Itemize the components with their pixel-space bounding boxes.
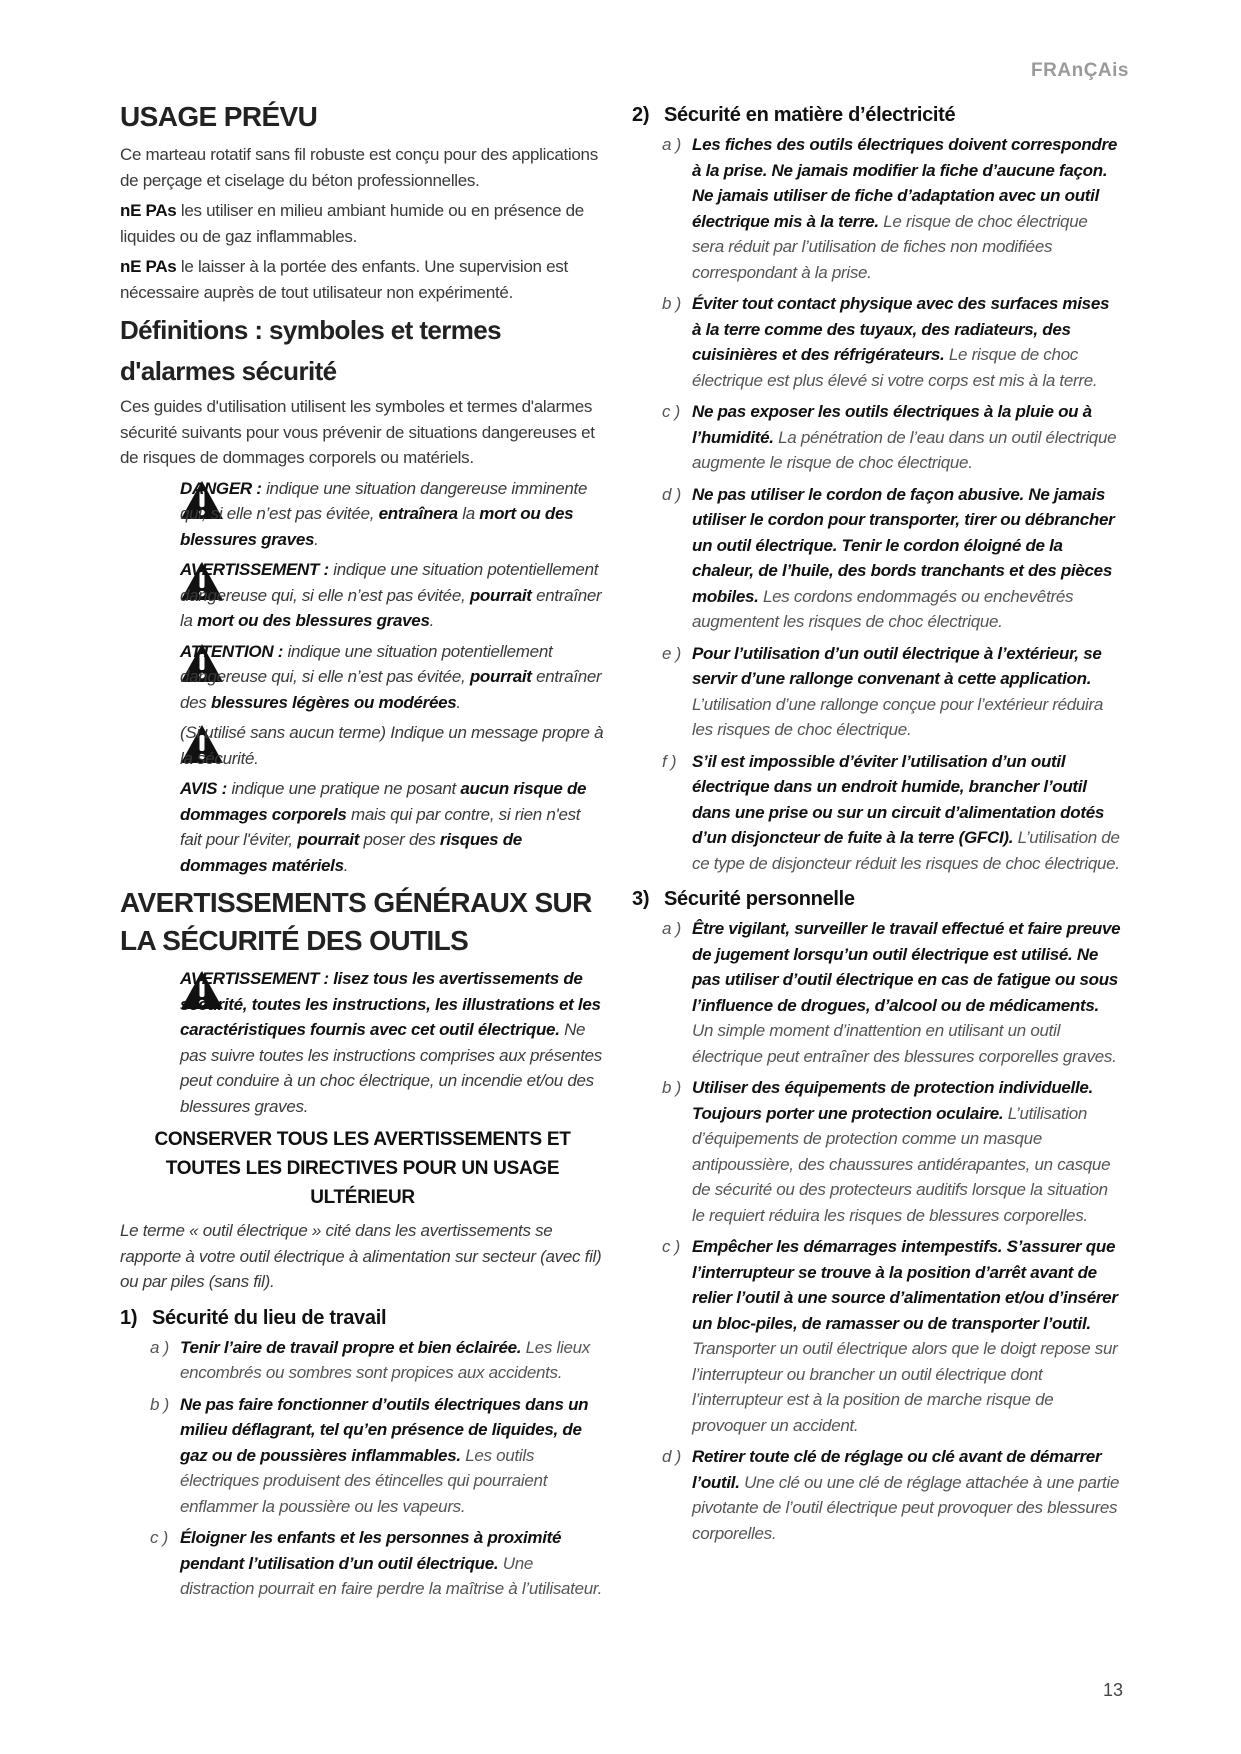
item-label: a ) [150,1337,169,1357]
item-detail: Les outils électriques produisent des étincelles qui pourraient enflammer la poussière ou les vapeurs. [180,1445,548,1516]
item-lead: Les fiches des outils électriques doivent correspondre à la prise. Ne jamais modifier la fiche d’aucune façon. Ne jamais utiliser de fiche d’adaptation avec un outil électrique mis à la terre. [692,135,1117,231]
right-sections [632,100,1122,1546]
right-column [632,92,1122,1552]
bold-text: ATTENTION : [180,641,284,661]
item-label: c ) [662,1237,680,1256]
warning-text [180,723,603,768]
item-lead: Éviter tout contact physique avec des surfaces mises à la terre comme des tuyaux, des radiateurs, des cuisinières et des réfrigérateurs. [692,294,1110,364]
section-heading [120,1303,605,1333]
item-detail: Une distraction pourrait en faire perdre la maîtrise à l’utilisateur. [180,1553,603,1598]
text-run: Ce marteau rotatif sans fil robuste est conçu pour des applications de perçage et ciselage du béton professionnelles. [120,145,598,190]
warning-text [180,642,601,712]
text-run: indique une situation potentiellement dangereuse qui, si elle n’est pas évitée, [180,560,599,605]
item-lead: Pour l’utilisation d’un outil électrique à l’extérieur, se servir d’une rallonge convenant à cette application. [692,643,1102,688]
list-item [632,749,1122,877]
general-title: AVERTISSEMENTS GÉNÉRAUX SUR LA SÉCURITÉ DES OUTILS [120,887,592,956]
page-number: 13 [1102,1680,1123,1700]
list-item [632,916,1122,1069]
text-run: entraîner des [180,667,602,712]
section-number: 3) [632,888,650,910]
bold-text: AVIS : [180,779,228,798]
usage-paragraphs [120,142,605,305]
text-run: . [314,529,319,549]
item-detail: L’utilisation d’une rallonge conçue pour l’extérieur réduira les risques de choc électrique. [692,694,1104,739]
text-run: . [429,611,435,630]
item-label: b ) [150,1394,169,1414]
term-note: Le terme « outil électrique » cité dans les avertissements se rapporte à votre outil électrique à alimentation sur secteur (avec fil) ou par piles (sans fil). [120,1221,602,1291]
text-run: indique une pratique ne posant [227,779,461,798]
bold-text: blessures légères ou modérées [210,692,457,712]
item-detail: Les cordons endommagés ou enchevêtrés augmentent les risques de choc électrique. [692,586,1074,631]
text-run: indique une situation dangereuse imminente qui, si elle n’est pas évitée, [180,478,588,523]
text-run: entraîner la [180,585,602,630]
list-item [632,1234,1122,1438]
warning-block [180,720,605,771]
item-lead: Ne pas exposer les outils électriques à la pluie ou à l’humidité. [692,402,1092,447]
bold-text: DANGER : [180,478,262,498]
item-detail: Les lieux encombrés ou sombres sont propices aux accidents. [180,1337,591,1382]
item-detail: Une clé ou une clé de réglage attachée à une partie pivotante de l’outil électrique peut provoquer des blessures corporelles. [692,1472,1120,1543]
left-sections [120,1303,605,1602]
list-item [632,132,1122,285]
item-lead: Éloigner les enfants et les personnes à proximité pendant l’utilisation d’un outil électrique. [180,1528,562,1573]
item-label: c ) [662,402,680,421]
item-label: d ) [662,1447,681,1466]
list-item [632,1444,1122,1546]
item-label: f ) [662,751,677,771]
list-item [632,291,1122,393]
list-item [120,1392,605,1520]
item-lead: Empêcher les démarrages intempestifs. S’assurer que l’interrupteur se trouve à la position d’arrêt avant de relier l’outil à une source d’alimentation et/ou d’insérer un bloc-piles, de ramasser ou de transporter l’outil. [692,1237,1118,1333]
item-label: a ) [662,919,681,938]
section-heading [632,100,1122,130]
item-label: b ) [662,294,681,313]
item-lead: Retirer toute clé de réglage ou clé avant de démarrer l’outil. [692,1447,1102,1492]
text-run: mais qui par contre, si rien n'est fait pour l'éviter, [180,804,581,849]
warning-block [180,557,605,634]
save-notice: CONSERVER TOUS LES AVERTISSEMENTS ET TOUTES LES DIRECTIVES POUR UN USAGE ULTÉRIEUR [154,1129,571,1208]
item-lead: S’il est impossible d’éviter l’utilisation d’un outil électrique dans un endroit humide, brancher l’outil dans une prise ou sur un circuit d’alimentation dotés d’un disjoncteur de fuite à la terre (GFCI). [692,751,1104,847]
usage-paragraph [120,198,605,249]
text-run: . [343,855,349,875]
bold-text: nE PAs [120,201,177,220]
left-column [120,92,605,1608]
item-detail: Transporter un outil électrique alors que le doigt repose sur l’interrupteur ou brancher un outil électrique dont l’interrupteur est à la position de marche risque de provoquer un accident. [692,1339,1118,1435]
signal-words [120,476,605,879]
definitions-title: Définitions : symboles et termes d'alarmes sécurité [120,315,502,386]
usage-title: USAGE PRÉVU [120,101,318,132]
section-title: Sécurité en matière d’électricité [664,104,956,126]
list-item [632,399,1122,476]
bold-text: aucun risque de dommages corporels [180,779,587,824]
item-detail: L’utilisation d’équipements de protection comme un masque antipoussière, des chaussures antidérapantes, un casque de sécurité ou des protecteurs auditifs lorsque la situation le requiert réduira les risques de blessures corporelles. [692,1103,1111,1225]
section-number: 2) [632,104,650,126]
text-run: poser des [359,830,440,849]
bold-text: risques de dommages matériels [180,830,522,875]
general-warning [120,966,605,1119]
bold-text: pourrait [469,585,532,605]
definitions-intro: Ces guides d'utilisation utilisent les symboles et termes d'alarmes sécurité suivants pour vous prévenir de situations dangereuses et de risques de dommages corporels ou matériels. [120,397,595,467]
warning-text [180,779,586,875]
bold-text: AVERTISSEMENT : [180,560,329,579]
bold-text: entraînera [378,504,458,523]
warning-text [180,479,587,549]
warning-block [180,966,605,1119]
list-item [632,482,1122,635]
text-run: (Si utilisé sans aucun terme) Indique un message propre à la sécurité. [180,723,604,768]
warning-block [180,639,605,716]
list-item [632,1075,1122,1228]
item-detail: Le risque de choc électrique sera réduit par l’utilisation de fiches non modifiées correspondant à la prise. [692,211,1088,282]
item-label: b ) [662,1078,681,1097]
item-lead: Utiliser des équipements de protection individuelle. Toujours porter une protection oculaire. [692,1078,1093,1123]
bold-text: mort ou des blessures graves [197,611,430,630]
item-label: c ) [150,1528,168,1547]
bold-text: mort ou des blessures graves [180,504,574,549]
text-run: Ne pas suivre toutes les instructions comprises aux présentes peut conduire à un choc électrique, un incendie et/ou des blessures graves. [180,1020,602,1116]
section-title: Sécurité personnelle [664,888,855,910]
text-run: . [456,692,461,712]
item-label: d ) [662,484,681,504]
bold-text: AVERTISSEMENT : lisez tous les avertissements de sécurité, toutes les instructions, les illustrations et les caractéristiques fournis avec cet outil électrique. [180,969,601,1039]
item-lead: Ne pas utiliser le cordon de façon abusive. Ne jamais utiliser le cordon pour transporter, tirer ou débrancher un outil électrique. Tenir le cordon éloigné de la chaleur, de l’huile, des bords tranchants et des pièces mobiles. [692,484,1115,606]
text-run: indique une situation potentiellement dangereuse qui, si elle n’est pas évitée, [180,641,553,686]
bold-text: nE PAs [120,257,177,276]
item-lead: Ne pas faire fonctionner d’outils électriques dans un milieu déflagrant, tel qu’en présence de liquides, de gaz ou de poussières inflammables. [180,1394,589,1465]
item-detail: La pénétration de l’eau dans un outil électrique augmente le risque de choc électrique. [692,427,1117,472]
warning-block [180,776,605,878]
bold-text: pourrait [297,830,360,849]
item-detail: Un simple moment d’inattention en utilisant un outil électrique peut entraîner des blessures corporelles graves. [692,1021,1117,1066]
section-title: Sécurité du lieu de travail [152,1306,387,1329]
section-heading [632,884,1122,914]
item-lead: Tenir l’aire de travail propre et bien éclairée. [180,1337,522,1357]
text-run: la [457,504,480,523]
item-detail: Le risque de choc électrique est plus élevé si votre corps est mis à la terre. [692,345,1098,390]
usage-paragraph [120,254,605,305]
section-number: 1) [120,1306,138,1329]
item-detail: L’utilisation de ce type de disjoncteur réduit les risques de choc électrique. [692,828,1120,873]
list-item [120,1335,605,1386]
warning-block [180,476,605,553]
item-lead: Être vigilant, surveiller le travail effectué et faire preuve de jugement lorsqu’un outil électrique est utilisé. Ne pas utiliser d’outil électrique en cas de fatigue ou sous l’influence de drogues, d’alcool ou de médicaments. [692,919,1121,1015]
item-label: a ) [662,135,681,154]
warning-text [180,969,602,1116]
bold-text: pourrait [469,667,532,686]
list-item [120,1525,605,1602]
list-item [632,641,1122,743]
item-label: e ) [662,643,681,663]
warning-text [180,560,601,630]
language-label: FRAnÇAis [1031,60,1129,81]
text-run: les utiliser en milieu ambiant humide ou en présence de liquides ou de gaz inflammables. [120,201,584,246]
usage-paragraph [120,142,605,193]
text-run: le laisser à la portée des enfants. Une supervision est nécessaire auprès de tout utilisateur non expérimenté. [120,257,568,302]
